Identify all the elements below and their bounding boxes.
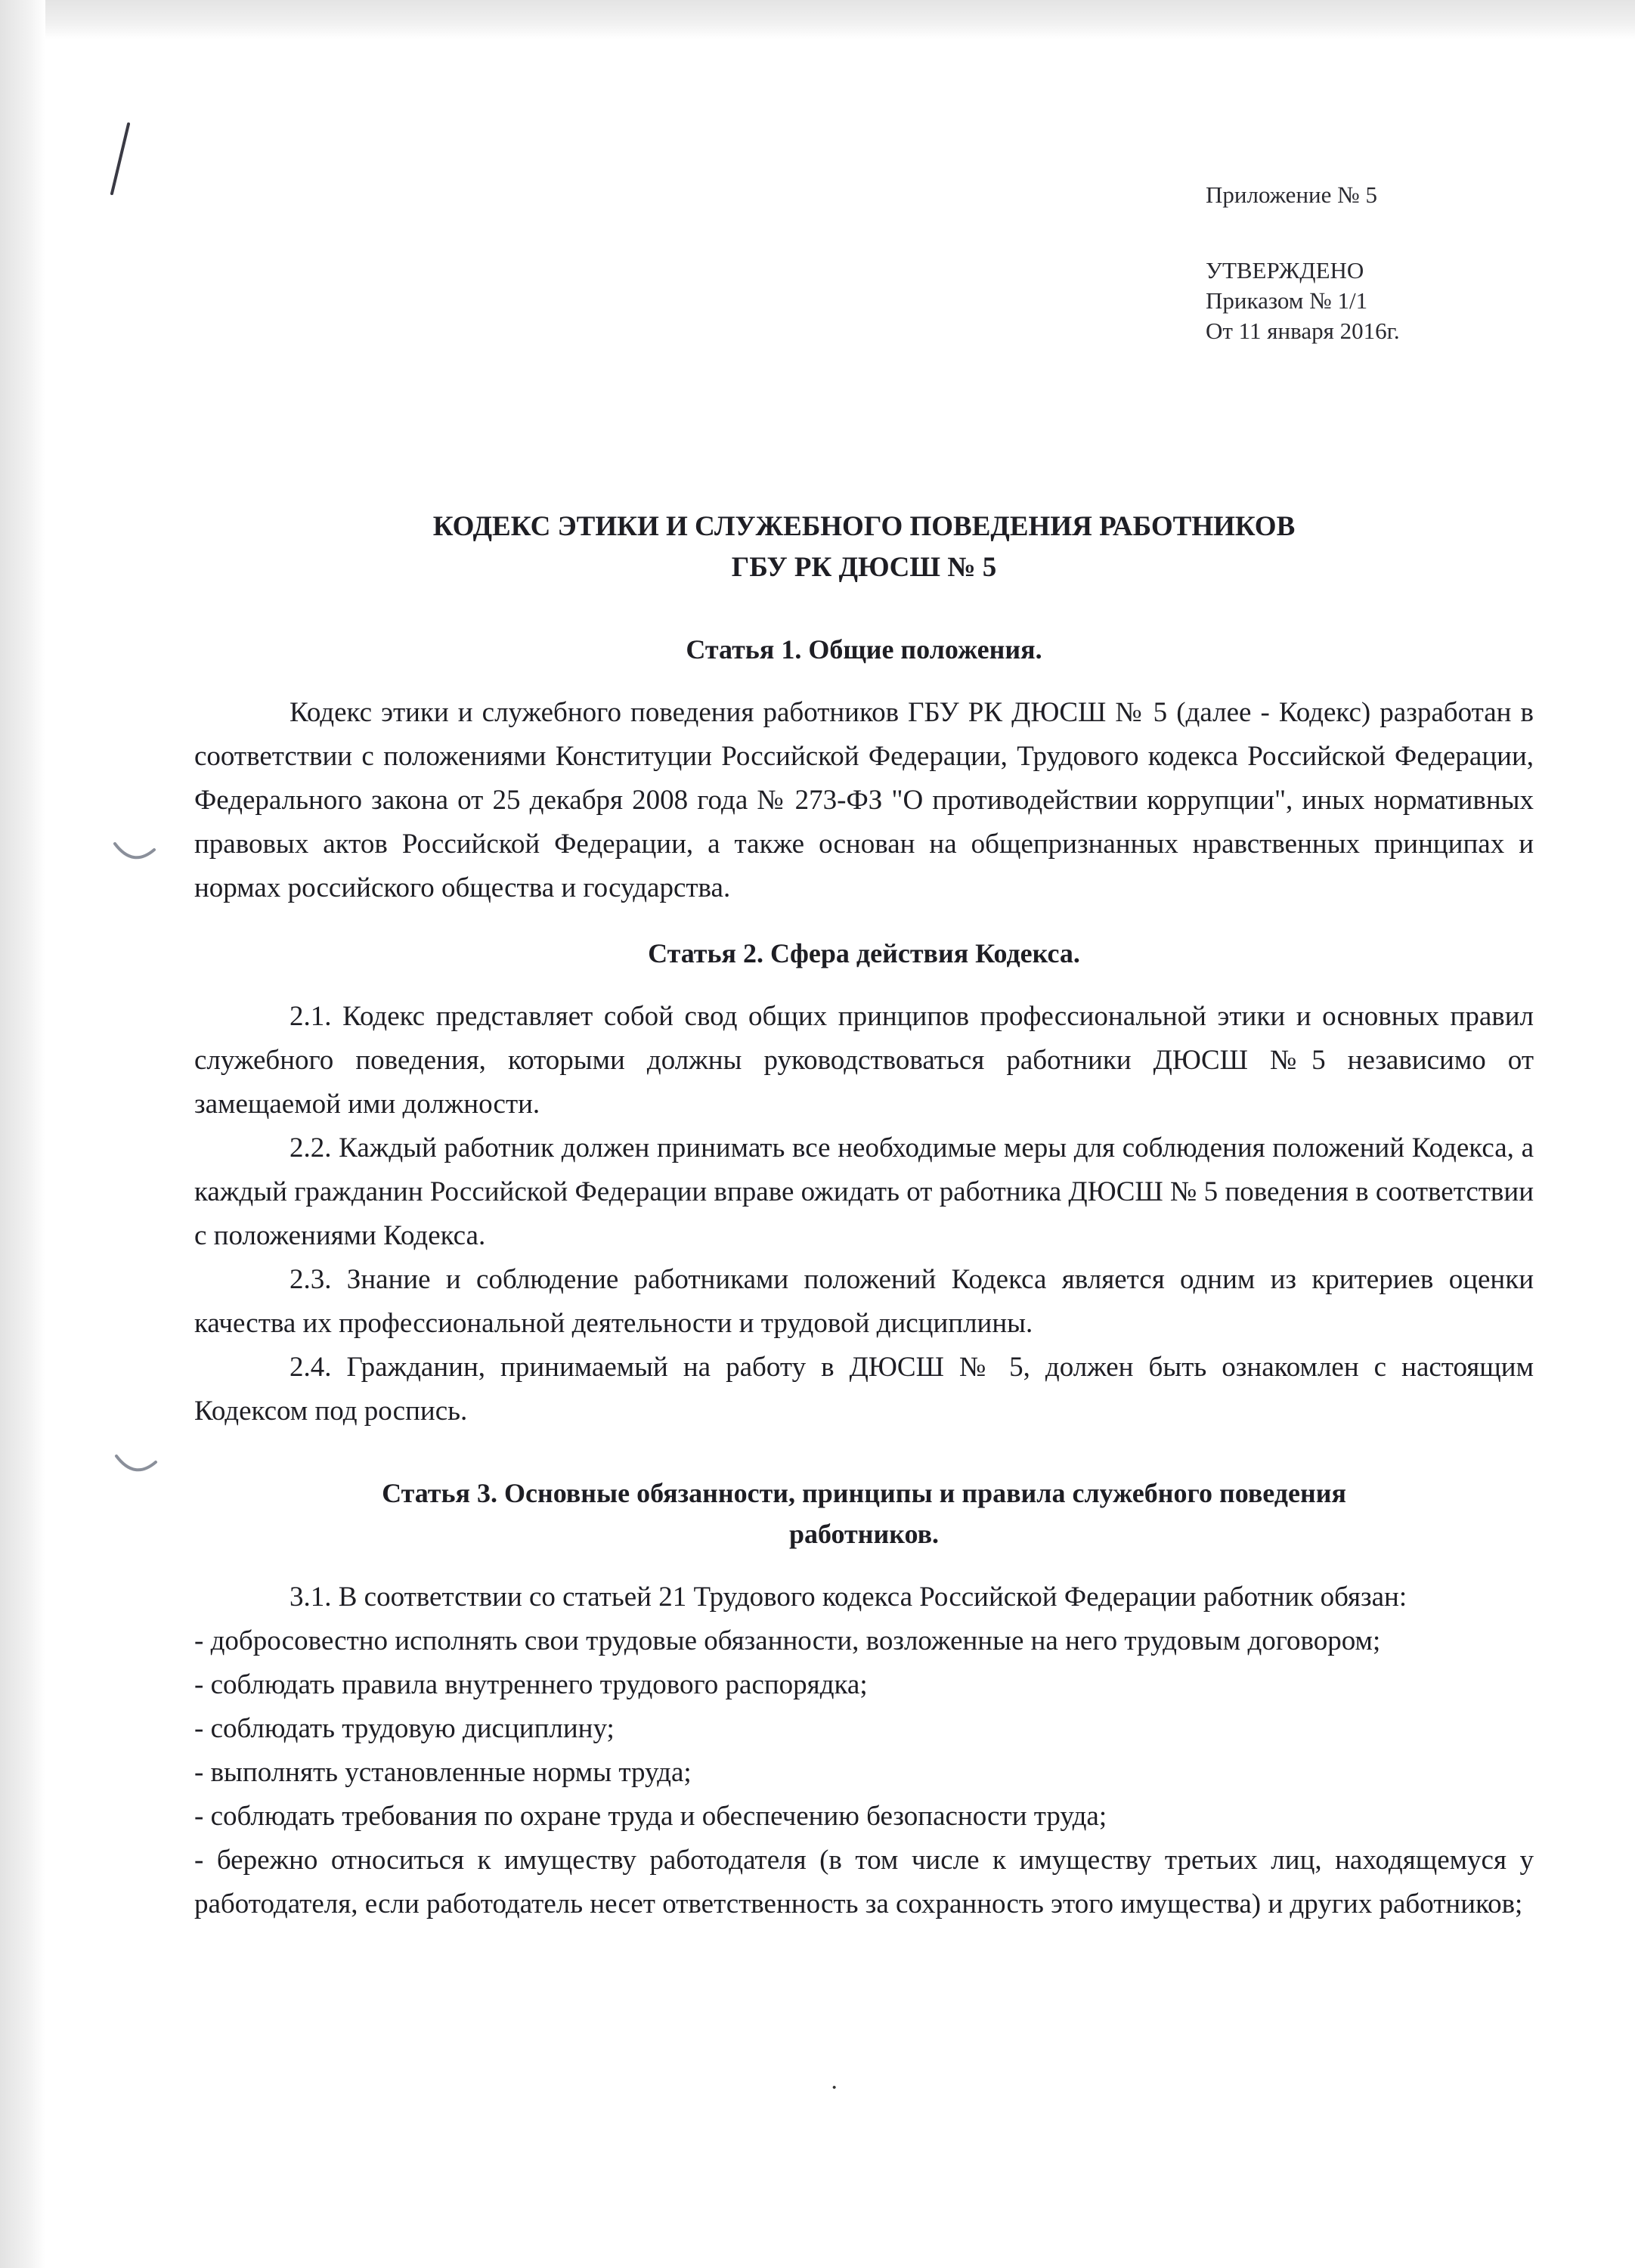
article2-item: 2.4. Гражданин, принимаемый на работу в ДЮСШ № 5, должен быть ознакомлен с настоящим Кодексом под роспись.	[194, 1352, 1534, 1427]
article1-heading: Статья 1. Общие положения.	[686, 634, 1042, 665]
article2-item: 2.1. Кодекс представляет собой свод общих принципов профессиональной этики и основных правил служебного поведения, которыми должны руководствоваться работники ДЮСШ №5 независимо от замещаемой ими должности.	[194, 1001, 1534, 1120]
appendix-label: Приложение № 5	[1206, 181, 1377, 208]
order-date: От 11 января 2016г.	[1206, 318, 1400, 344]
article3-intro: 3.1. В соответствии со статьей 21 Трудового кодекса Российской Федерации работник обязан:	[290, 1582, 1407, 1613]
approved-label: УТВЕРЖДЕНО	[1206, 257, 1364, 284]
duty-item: - соблюдать правила внутреннего трудового распорядка;	[194, 1669, 868, 1700]
duty-item: - соблюдать трудовую дисциплину;	[194, 1713, 615, 1744]
scan-edge-top	[0, 0, 1635, 39]
article2-item: 2.3. Знание и соблюдение работниками положений Кодекса является одним из критериев оценки качества их профессиональной деятельности и трудовой дисциплины.	[194, 1264, 1534, 1339]
pen-stroke-mark	[106, 121, 136, 197]
article3-heading-line1: Статья 3. Основные обязанности, принципы и правила служебного поведения	[382, 1478, 1346, 1508]
punch-hole-mark	[113, 1452, 159, 1479]
order-number: Приказом № 1/1	[1206, 287, 1368, 314]
document-title-line1: КОДЕКС ЭТИКИ И СЛУЖЕБНОГО ПОВЕДЕНИЯ РАБОТНИКОВ	[432, 511, 1296, 542]
duty-item: - соблюдать требования по охране труда и обеспечению безопасности труда;	[194, 1801, 1107, 1832]
duty-item: - добросовестно исполнять свои трудовые обязанности, возложенные на него трудовым договором;	[194, 1625, 1381, 1656]
article2-item: 2.2. Каждый работник должен принимать все необходимые меры для соблюдения положений Кодекса, а каждый гражданин Российской Федерации вправе ожидать от работника ДЮСШ № 5 поведения в соответствии с положениями Кодекса.	[194, 1132, 1534, 1251]
article2-heading: Статья 2. Сфера действия Кодекса.	[648, 938, 1080, 968]
article3-heading-line2: работников.	[788, 1519, 940, 1549]
scan-edge-left	[0, 0, 45, 2268]
document-title-line2: ГБУ РК ДЮСШ № 5	[731, 552, 997, 583]
scan-speck: ·	[830, 2074, 839, 2102]
document-body	[194, 507, 1534, 1926]
duty-item: - бережно относиться к имуществу работодателя (в том числе к имуществу третьих лиц, находящемуся у работодателя, если работодатель несет ответственность за сохранность этого имущества) и других работников;	[194, 1845, 1534, 1919]
article1-text: Кодекс этики и служебного поведения работников ГБУ РК ДЮСШ № 5 (далее - Кодекс) разработан в соответствии с положениями Конституции Российской Федерации, Трудового кодекса Российской Федерации, Федерального закона от 25 декабря 2008 года № 273-ФЗ "О противодействии коррупции", иных нормативных правовых актов Российской Федерации, а также основан на общепризнанных нравственных принципах и нормах российского общества и государства.	[194, 697, 1534, 903]
approval-block	[1206, 180, 1400, 346]
duty-item: - выполнять установленные нормы труда;	[194, 1757, 692, 1788]
punch-hole-mark	[112, 839, 157, 866]
